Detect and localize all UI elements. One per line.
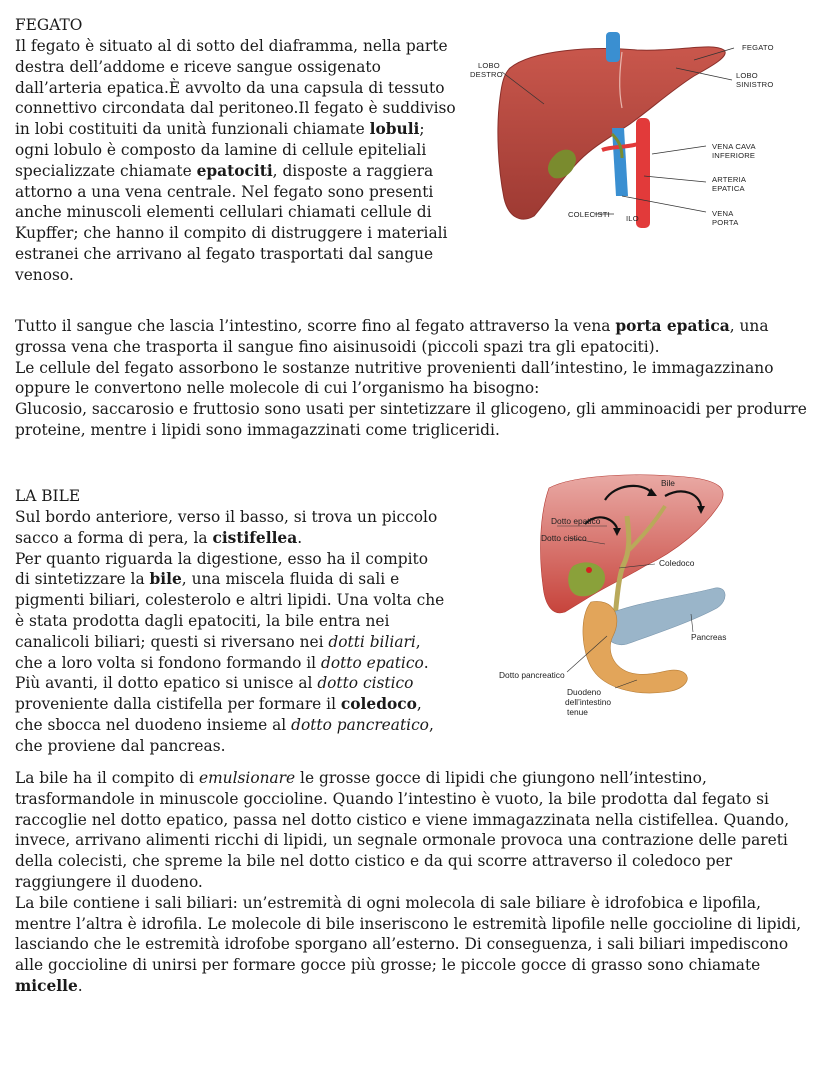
label-lobo-destro-1: LOBO xyxy=(478,61,500,70)
vena-cava-top xyxy=(606,32,620,62)
label-vena-porta-1: VENA xyxy=(712,209,734,218)
label-vena-cava-2: INFERIORE xyxy=(712,151,756,160)
label-fegato: FEGATO xyxy=(742,43,774,52)
label-lobo-destro-2: DESTRO xyxy=(470,70,503,79)
section-title-bile: LA BILE xyxy=(15,487,81,505)
gallbladder-dot xyxy=(586,567,592,573)
label-duodeno-1: Duodeno xyxy=(567,687,601,697)
label-vena-cava-1: VENA CAVA xyxy=(712,142,756,151)
label-arteria-1: ARTERIA xyxy=(712,175,747,184)
label-dotto-epatico: Dotto epatico xyxy=(551,516,601,526)
label-colecisti: COLECISTI xyxy=(568,210,610,219)
label-vena-porta-2: PORTA xyxy=(712,218,739,227)
vena-cava-inferior xyxy=(636,118,650,228)
fegato-body-paragraph: Tutto il sangue che lascia l’intestino, scorre fino al fegato attraverso la vena porta epatica, una grossa vena che trasporta il sangue fino aisinusoidi (piccoli spazi tra gli epatociti). Le cellule del fegato assorbono le sostanze nutritive provenienti dall’intestino, le immagazzinano oppure le convertono nelle molecole di cui l’organismo ha bisogno: Glucosio, saccarosio e fruttosio sono usati per sintetizzare il glicogeno, gli amminoacidi per produrre proteine, mentre i lipidi sono immagazzinati come trigliceridi. xyxy=(15,317,807,439)
label-lobo-sinistro-1: LOBO xyxy=(736,71,758,80)
fegato-intro-paragraph: Il fegato è situato al di sotto del diaframma, nella parte destra dell’addome e riceve sangue ossigenato dall’arteria epatica.È avvolto da una capsula di tessuto connettivo circondata dal peritoneo.Il fegato è suddiviso in lobi costituiti da unità funzionali chiamate lobuli; ogni lobulo è composto da lamine di cellule epiteliali specializzate chiamate epatociti, disposte a raggiera attorno a una vena centrale. Nel fegato sono presenti anche minuscoli elementi cellulari chiamati cellule di Kupffer; che hanno il compito di distruggere i materiali estranei che arrivano al fegato trasportati dal sangue venoso. xyxy=(15,37,456,284)
bile-intro-paragraph: Sul bordo anteriore, verso il basso, si trova un piccolo sacco a forma di pera, la cistifellea. Per quanto riguarda la digestione, esso ha il compito di sintetizzare la bile, una miscela fluida di sali e pigmenti biliari, colesterolo e altri lipidi. Una volta che è stata prodotta dagli epatociti, la bile entra nei canalicoli biliari; questi si riversano nei dotti biliari, che a loro volta si fondono formando il dotto epatico. Più avanti, il dotto epatico si unisce al dotto cistico proveniente dalla cistifella per formare il coledoco, che sbocca nel duodeno insieme al dotto pancreatico, che proviene dal pancreas. xyxy=(15,508,445,755)
bile-body-paragraph: La bile ha il compito di emulsionare le grosse gocce di lipidi che giungono nell’intestino, trasformandole in minuscole goccioline. Quando l’intestino è vuoto, la bile prodotta dal fegato si raccoglie nel dotto epatico, passa nel dotto cistico e viene immagazzinata nella cistifellea. Quando, invece, arrivano alimenti ricchi di lipidi, un segnale ormonale provoca una contrazione delle pareti della colecisti, che spreme la bile nel dotto cistico e da qui scorre attraverso il coledoco per raggiungere il duodeno. La bile contiene i sali biliari: un’estremità di ogni molecola di sale biliare è idrofobica e lipofila, mentre l’altra è idrofila. Le molecole di bile inseriscono le estremità lipofile nelle goccioline di lipidi, lasciando che le estremità idrofobe sporgano all’esterno. Di conseguenza, i sali biliari impediscono alle goccioline di unirsi per formare gocce più grosse; le piccole gocce di grasso sono chiamate micelle. xyxy=(15,769,802,995)
label-bile: Bile xyxy=(661,478,675,488)
section-title-fegato: FEGATO xyxy=(15,16,83,34)
label-arteria-2: EPATICA xyxy=(712,184,745,193)
label-ilo: ILO xyxy=(626,214,639,223)
label-pancreas: Pancreas xyxy=(691,632,727,642)
label-dotto-pancreatico: Dotto pancreatico xyxy=(499,670,565,680)
label-dotto-cistico: Dotto cistico xyxy=(541,533,587,543)
liver-shape xyxy=(498,47,725,219)
bile-ducts-diagram xyxy=(495,466,765,728)
label-duodeno-2: dell’intestino xyxy=(565,697,612,707)
liver-diagram xyxy=(462,28,792,238)
label-duodeno-3: tenue xyxy=(567,707,588,717)
label-coledoco: Coledoco xyxy=(659,558,695,568)
label-lobo-sinistro-2: SINISTRO xyxy=(736,80,774,89)
